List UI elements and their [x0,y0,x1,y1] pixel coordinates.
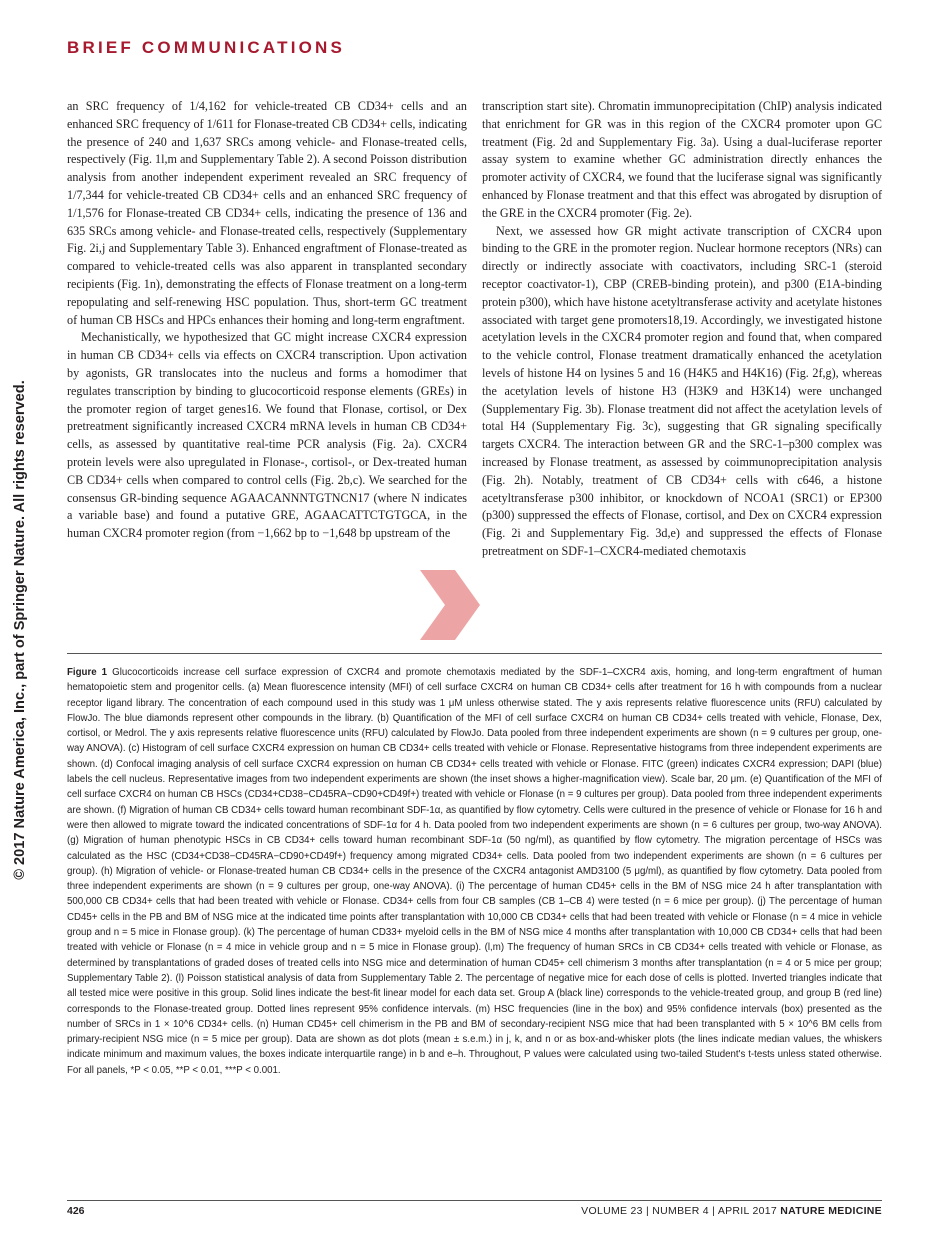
body-column-right [482,98,882,561]
paragraph: Mechanistically, we hypothesized that GC might increase CXCR4 expression in human CB CD34+ cells via effects on CXCR4 transcription. Upon activation by agonists, GR translocates into the nucleus and forms a homodimer that regulates transcription by binding to glucocorticoid response elements (GREs) in the promoter region of target genes16. We found that Flonase, cortisol, or Dex pretreatment significantly increased CXCR4 mRNA levels in human CB CD34+ cells, as assessed by quantitative real-time PCR analysis (Fig. 2a). CXCR4 protein levels were also upregulated in Flonase-, cortisol-, or Dex-treated human CB CD34+ cells when compared to control cells (Fig. 2b,c). We searched for the consensus GR-binding sequence AGAACANNNTGTNCN17 (where N indicates a variable base) and found a putative GRE, AGAACATTCTGTGCA, in the human CXCR4 promoter region (from −1,662 bp to −1,648 bp upstream of the [67,330,467,541]
issue-info: VOLUME 23 | NUMBER 4 | APRIL 2017 [581,1205,778,1217]
paragraph: transcription start site). Chromatin immunoprecipitation (ChIP) analysis indicated that enrichment for GR was in this region of the CXCR4 promoter upon GC treatment (Fig. 2d and Supplementary Fig. 3a). Using a dual-luciferase reporter assay system to examine whether GC administration directly enhances the promoter activity of CXCR4, we found that the luciferase signal was significantly enhanced by Flonase treatment and that this effect was abrogated by disruption of the GRE in the CXCR4 promoter (Fig. 2e). [482,99,882,220]
figure-caption [67,665,882,1078]
caption-text: Glucocorticoids increase cell surface expression of CXCR4 and promote chemotaxis mediated by the SDF-1–CXCR4 axis, homing, and long-term engraftment of human hematopoietic stem and progenitor cells. (a) Mean fluorescence intensity (MFI) of cell surface CXCR4 on human CB CD34+ cells after treatment for 16 h with compounds from a nuclear receptor ligand library. The concentration of each compound used in this study was 1 μM unless otherwise stated. The y axis represents relative fluorescence units (RFU) calculated by FlowJo. The blue diamonds represent other compounds in the library. (b) Quantification of the MFI of cell surface CXCR4 on human CB CD34+ cells treated with vehicle, Flonase, Dex, cortisol, or Medrol. The y axis represents relative fluorescence units (RFU) calculated by FlowJo. Data pooled from three independent experiments are shown (n = 9 cultures per group, one-way ANOVA). (c) Histogram of cell surface CXCR4 expression on human CB CD34+ cells treated with vehicle or Flonase. Representative histograms from three independent experiments are shown. (d) Confocal imaging analysis of cell surface CXCR4 expression on human CB CD34+ cells treated with vehicle or Flonase. FITC (green) indicates CXCR4 expression; DAPI (blue) labels the cell nucleus. Representative images from two independent experiments are shown (the inset shows a higher-magnification view). Scale bar, 20 μm. (e) Quantification of the MFI of cell surface CXCR4 on human CB HSCs (CD34+CD38−CD45RA−CD90+CD49f+) treated with vehicle or Flonase (n = 9 cultures per group). Data pooled from three independent experiments are shown. (f) Migration of human CB CD34+ cells toward human recombinant SDF-1α, as quantified by flow cytometry. Cells were cultured in the presence of vehicle or Flonase for 16 h and were then allowed to migrate toward the indicated concentrations of SDF-1α for 4 h. Data pooled from two independent experiments are shown (n = 6 cultures per group, two-way ANOVA). (g) Migration of human phenotypic HSCs in CB CD34+ cells toward human recombinant SDF-1α (50 ng/ml), as quantified by flow cytometry. The migration percentage of HSCs was calculated as the HSC (CD34+CD38−CD45RA−CD90+CD49f+) frequency among migrated CD34+ cells. Data pooled from two independent experiments are shown (n = 6 cultures per group). (h) Migration of vehicle- or Flonase-treated human CB CD34+ cells in the presence of the CXCR4 antagonist AMD3100 (5 μg/ml), as quantified by flow cytometry. Data pooled from three independent experiments are shown (n = 9 cultures per group, one-way ANOVA). (i) The percentage of human CD45+ cells in the BM of NSG mice 24 h after transplantation with 500,000 CB CD34+ cells that had been treated with vehicle or Flonase. CD34+ cells from four CB samples (CB 1–CB 4) were tested (n = 6 mice per group). (j) The percentage of human CD45+ cells in the PB and BM of NSG mice at the indicated time points after transplantation with 10,000 CB CD34+ cells that had been treated with vehicle or Flonase (n = 4 mice in vehicle group and n = 5 mice in Flonase group). (k) The percentage of human CD33+ myeloid cells in the BM of NSG mice 4 months after transplantation with 10,000 CB CD34+ cells that had been treated with vehicle or Flonase (n = 4 mice in vehicle group and n = 5 mice in Flonase group). (l,m) The frequency of human SRCs in CB CD34+ cells treated with vehicle or Flonase, as determined by transplantations of graded doses of treated cells into NSG mice and determination of human CD45+ cell chimerism 3 months after transplantation (n = 4 or 5 mice per group; Supplementary Table 2). (l) Poisson statistical analysis of data from Supplementary Table 2. The percentage of negative mice for each dose of cells is plotted. Inverted triangles indicate that all tested mice were positive in this group. Solid lines indicate the best-fit linear model for each data set. Group A (black line) corresponds to the vehicle-treated group, and group B (red line) corresponds to the Flonase-treated group. Dotted lines represent 95% confidence intervals. (m) HSC frequencies (line in the box) and 95% confidence intervals (box) presented as the number of SRCs in 1 × 10^6 CD34+ cells. (n) Human CD45+ cell chimerism in the PB and BM of secondary-recipient NSG mice that had been transplanted with 5 × 10^6 BM cells from primary-recipient NSG mice (n = 5 mice per group). Data are shown as dot plots (mean ± s.e.m.) in j, k, and n or as box-and-whisker plots (the lines indicate median values, the whiskers indicate minimum and maximum values, the boxes indicate interquartile range) in b and e–h. Throughout, P values were calculated using two-tailed Student's t-tests unless stated otherwise. For all panels, *P < 0.05, **P < 0.01, ***P < 0.001. [67,667,883,1076]
footer-divider [67,1200,882,1201]
paragraph: an SRC frequency of 1/4,162 for vehicle-treated CB CD34+ cells and an enhanced SRC frequency of 1/611 for Flonase-treated CB CD34+ cells, indicating the presence of 240 and 1,637 SRCs among vehicle- and Flonase-treated cells, respectively (Fig. 1l,m and Supplementary Table 2). A second Poisson distribution analysis from another independent experiment revealed an SRC frequency of 1/7,344 for vehicle-treated CB CD34+ cells and an enhanced SRC frequency of 1/1,576 for Flonase-treated CB CD34+ cells, indicating the presence of 136 and 635 SRCs among vehicle- and Flonase-treated cells, respectively (Supplementary Fig. 2i,j and Supplementary Table 3). Enhanced engraftment of Flonase-treated as compared to vehicle-treated cells was also apparent in transplanted secondary recipients (Fig. 1n), demonstrating the effects of Flonase treatment on a long-term repopulating and self-renewing HSC population. Thus, short-term GC treatment of human CB HSCs and HPCs enhances their homing and long-term engraftment. [67,99,467,327]
paragraph: Next, we assessed how GR might activate transcription of CXCR4 upon binding to the GRE in the promoter region. Nuclear hormone receptors (NRs) can directly or indirectly associate with coactivators, including SRC-1 (steroid receptor coactivator-1), CBP (CREB-binding protein), and p300 (E1A-binding protein p300), which have histone acetyltransferase activity and acetylate histones associated with target gene promoters18,19. Accordingly, we investigated histone acetylation levels in the CXCR4 promoter region and found that, when compared to the vehicle control, Flonase treatment dramatically enhanced the acetylation levels of histone H4 on lysines 5 and 16 (H4K5 and H4K16) (Fig. 2f,g), whereas the acetylation levels of histone H3 (H3K9 and H3K14) were unchanged (Supplementary Fig. 3b). Flonase treatment did not affect the acetylation levels of total H4 (Supplementary Fig. 3c), suggesting that GR signaling specifically targets CXCR4. The interaction between GR and the SRC-1–p300 complex was increased by Flonase treatment, as assessed by coimmunoprecipitation analysis (Fig. 2h). Notably, treatment of CB CD34+ cells with c646, a histone acetyltransferase p300 inhibitor, or knockdown of NCOA1 (SRC1) or EP300 (p300) suppressed the effects of Flonase, cortisol, and Dex on CXCR4 expression (Fig. 2i and Supplementary Fig. 3d,e) and suppressed the effects of Flonase pretreatment on SDF-1–CXCR4-mediated chemotaxis [482,223,882,558]
footer-issue [581,1205,882,1217]
copyright-notice [8,300,32,960]
body-column-left [67,98,467,543]
journal-name: NATURE MEDICINE [780,1205,882,1217]
section-label: BRIEF COMMUNICATIONS [67,38,346,57]
caption-divider [67,653,882,654]
copyright-text: © 2017 Nature America, Inc., part of Springer Nature. All rights reserved. [12,380,28,880]
page-number: 426 [67,1205,85,1217]
watermark-logo-icon [400,560,500,650]
caption-lead: Figure 1 [67,667,108,678]
